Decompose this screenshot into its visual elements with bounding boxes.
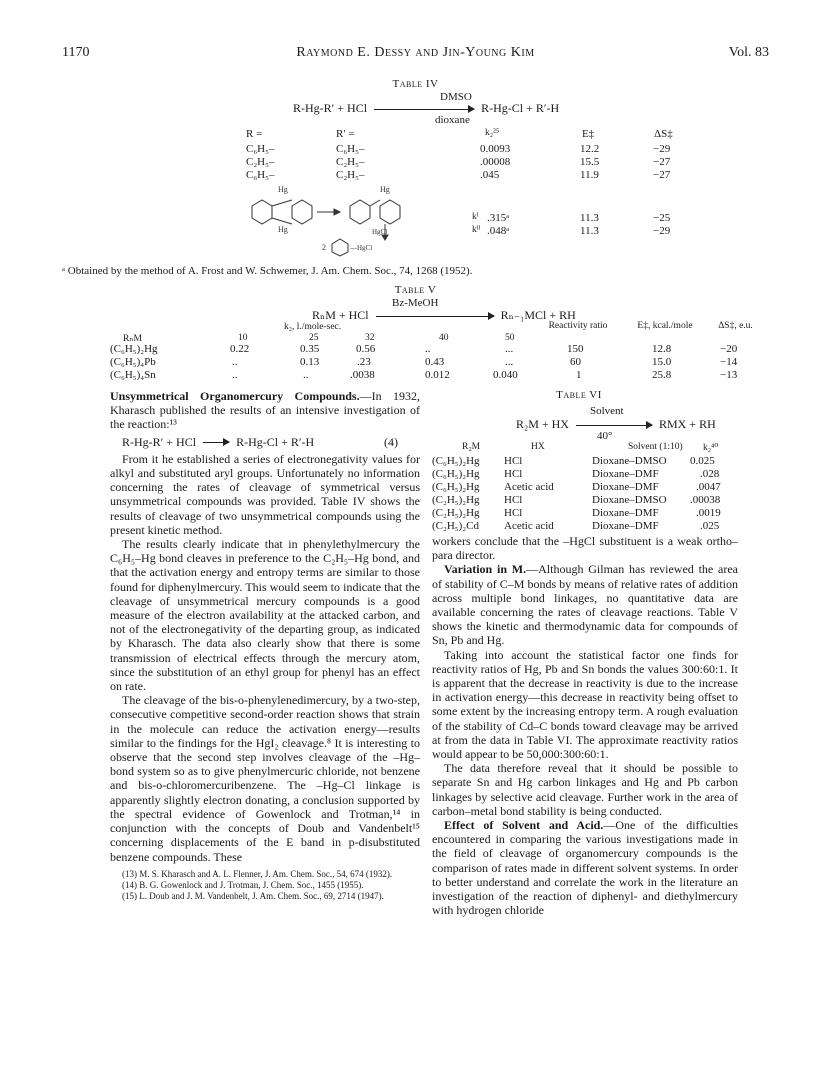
volume-label: Vol. 83	[728, 45, 769, 60]
table-cell: .315ᵃ	[487, 212, 510, 224]
table4-footnote: ᵃ Obtained by the method of A. Frost and W. Schwemer, J. Am. Chem. Soc., 74, 1268 (1952).	[62, 265, 473, 277]
table-cell: 0.35	[300, 343, 320, 355]
paragraph: Taking into account the statistical factor one finds for reactivity ratios of Hg, Pb and Sn bonds the values 300:60:1. It is apparent that the decrease in reactivity is due to the increase in activation energy—this decrease in reactivity being offset to some extent by the increasing entropy term. A rough evaluation of the stability of Cd–C bonds toward cleavage may be arrived at from the data in Table VI. The approximate reactivity ratios would appear to be 50,000:300:60:1.	[432, 647, 738, 762]
table-cell: Dioxane–DMF	[592, 468, 659, 480]
t4-h-r: R =	[246, 128, 263, 140]
table-cell: .00038	[690, 494, 721, 506]
table-cell: ..	[303, 369, 309, 381]
table-cell: −25	[653, 212, 671, 224]
paragraph: From it he established a series of electronegativity values for alkyl and substituted aryl groups. Unfortunately no information concerning the rates of cleavage of symmetrical versus unsymmetrical compounds was provided. Table IV shows the results of cleavage of two unsymmetrical compounds using the present kinetic method.	[110, 451, 420, 537]
t5-h: Reactivity ratio	[548, 321, 608, 331]
table-cell: 0.012	[425, 369, 450, 381]
product-hgcl: —HgCl	[350, 244, 373, 252]
footnote: (14) B. G. Gowenlock and J. Trotman, J. Chem. Soc., 1455 (1955).	[122, 879, 364, 890]
table-cell: (C₂H₅)₂Hg	[432, 507, 480, 519]
t5-h: 40	[439, 333, 449, 343]
table-cell: Dioxane–DMSO	[592, 455, 667, 467]
table-cell: .0019	[696, 507, 721, 519]
paragraph: The results clearly indicate that in phenylethylmercury the C₆H₅–Hg bond cleaves in preference to the C₂H₅–Hg bond, and that the activation energy and entropy terms are similar to those found for diphenylmercury. This would seem to indicate that the cleavage of unsymmetrical mercury compounds is a good measure of the electron availability at the attacked carbon, and not of the electronegativity of the departing group, as indicated by Kharasch. The data also clearly show that there is some transmission of electrical effects through the mercury atom, since the substitution of an ethyl group for phenyl has an effect on rate.	[110, 537, 420, 694]
eq-right: R-Hg-Cl + R′-H	[236, 434, 315, 449]
table-cell: −27	[653, 156, 671, 168]
paragraph: —One of the difficulties encountered in comparing the various investigations made in the field of cleavage of organomercury compounds is the comparison of rates made in different solvent systems. In order to better understand and correlate the work in the literature an investigation of the reaction of diphenyl- and diethylmercury with hydrogen chloride	[432, 818, 738, 918]
table-cell: (C₆H₅)₄Sn	[110, 369, 156, 381]
table-cell: .028	[700, 468, 720, 480]
left-intro: —In 1932, Kharasch published the results of an intensive investigation of the reaction:¹³	[110, 389, 421, 432]
table-cell: 60	[570, 356, 581, 368]
page-number: 1170	[62, 45, 90, 60]
t6-h: HX	[531, 442, 545, 452]
reaction-arrow	[374, 109, 474, 110]
t5-h: RₙM	[123, 334, 142, 344]
table6-under-arrow: 40°	[597, 430, 613, 442]
table-cell: −27	[653, 169, 671, 181]
table-cell: ...	[505, 343, 514, 355]
table-cell: .23	[357, 356, 371, 368]
table-cell: Dioxane–DMF	[592, 520, 659, 532]
table-cell: −20	[720, 343, 738, 355]
t4-h-s: ΔS‡	[654, 128, 673, 140]
table-cell: 1	[576, 369, 582, 381]
table-cell: 11.3	[580, 225, 599, 237]
right-column	[432, 534, 738, 917]
table-cell: Dioxane–DMSO	[592, 494, 667, 506]
table-cell: C₂H₅–	[336, 169, 365, 181]
table5-over-arrow: Bz-MeOH	[392, 297, 439, 309]
table-cell: Dioxane–DMF	[592, 507, 659, 519]
table6-reaction	[516, 417, 716, 432]
table-cell: C₆H₅–	[246, 169, 275, 181]
table-cell: HCl	[504, 494, 523, 506]
running-head: Raymond E. Dessy and Jin-Young Kim	[296, 45, 535, 60]
table-cell: 0.13	[300, 356, 320, 368]
table-cell: Acetic acid	[504, 481, 554, 493]
table-cell: 0.56	[356, 343, 376, 355]
table5-title: Table V	[394, 284, 437, 296]
footnote: (15) L. Doub and J. M. Vandenbelt, J. Am. Chem. Soc., 69, 2714 (1947).	[122, 890, 384, 901]
table-cell: (C₆H₅)₄Pb	[110, 356, 156, 368]
table6-title: Table VI	[556, 389, 602, 401]
table-cell: 0.040	[493, 369, 518, 381]
table-cell: 11.3	[580, 212, 599, 224]
t5-h: ΔS‡, e.u.	[718, 321, 753, 331]
paragraph: The data therefore reveal that it should be possible to separate Sn and Hg carbon linkages and Hg and Pb carbon linkages by selective acid cleavage. Further work in the area of carbon–metal bond stability is being conducted.	[432, 761, 738, 818]
table4-reaction	[293, 101, 559, 116]
table-cell: .048ᵃ	[487, 225, 510, 237]
paragraph: The cleavage of the bis-o-phenylenedimercury, by a two-step, consecutive competitive second-order reaction shows that strain in the molecule can reduce the activation energy—results similar to the findings for the HgI₂ cleavage.⁸ It is interesting to observe that the second step involves cleavage of the –Hg– bond system so as to give phenylmercuric chloride, not benzene and bis-o-chloromercuribenzene. The –Hg–Cl linkage is apparently slightly electron donating, a conclusion supported by the spectral evidence of Gowenlock and Trotman,¹⁴ in conjunction with the concepts of Doub and Vandenbelt¹⁵ concerning displacements of the E band in p-disubstituted benzene compounds. These	[110, 693, 420, 864]
table-cell: −14	[720, 356, 738, 368]
table6	[0, 442, 831, 532]
table4-under-arrow: dioxane	[435, 114, 470, 126]
table-cell: C₆H₅–	[336, 143, 365, 155]
product-coefficient: 2	[322, 243, 326, 252]
t4-h-e: E‡	[582, 128, 595, 140]
hg-label: Hg	[380, 185, 390, 194]
table-cell: ..	[232, 356, 238, 368]
table-cell: C₂H₅–	[246, 156, 275, 168]
t6-h: Solvent (1:10)	[628, 442, 683, 452]
t6-h: R₂M	[462, 442, 481, 452]
table-cell: 11.9	[580, 169, 599, 181]
table-cell: −29	[653, 143, 671, 155]
table-cell: 150	[567, 343, 584, 355]
hg-label: Hg	[278, 225, 288, 234]
table-cell: 0.22	[230, 343, 250, 355]
table6-reaction-right: RMX + RH	[658, 417, 716, 431]
table-cell: HCl	[504, 468, 523, 480]
table-cell: 12.8	[652, 343, 672, 355]
table-cell: (C₂H₅)₂Hg	[432, 494, 480, 506]
table4-reaction-right: R-Hg-Cl + R′-H	[481, 101, 560, 115]
table-cell: Dioxane–DMF	[592, 481, 659, 493]
k2-label: kᴵᴵ	[472, 225, 481, 235]
t5-h: 25	[309, 333, 319, 343]
table-cell: 0.025	[690, 455, 715, 467]
section-heading: Unsymmetrical Organomercury Compounds.	[110, 389, 360, 403]
table-cell: (C₂H₅)₂Cd	[432, 520, 479, 532]
table-cell: (C₆H₅)₂Hg	[432, 468, 480, 480]
table-cell: .00008	[480, 156, 511, 168]
hg-label: Hg	[278, 185, 288, 194]
t5-h: 50	[505, 333, 515, 343]
table-cell: C₂H₅–	[336, 156, 365, 168]
table-cell: −29	[653, 225, 671, 237]
table-cell: HCl	[504, 507, 523, 519]
table-cell: ..	[425, 343, 431, 355]
table-cell: 0.43	[425, 356, 445, 368]
t5-h: 32	[365, 333, 375, 343]
section-heading: Variation in M.	[444, 562, 527, 577]
t4-h-r2: R′ =	[336, 128, 355, 140]
table6-over-arrow: Solvent	[590, 405, 624, 417]
table-cell: ..	[232, 369, 238, 381]
paragraph: workers conclude that the –HgCl substituent is a weak ortho–para director.	[432, 534, 738, 563]
table-cell: −13	[720, 369, 738, 381]
table4-ring-rows	[0, 212, 831, 242]
table-cell: 12.2	[580, 143, 600, 155]
table-cell: (C₆H₅)₂Hg	[110, 343, 158, 355]
table5-reaction	[312, 308, 576, 323]
table-cell: (C₆H₅)₂Hg	[432, 455, 480, 467]
footnote: (13) M. S. Kharasch and A. L. Flenner, J. Am. Chem. Soc., 54, 674 (1932).	[122, 868, 393, 879]
t5-h: 10	[238, 333, 248, 343]
table-cell: .0047	[696, 481, 721, 493]
table4-title: Table IV	[392, 78, 439, 90]
section-heading: Effect of Solvent and Acid.	[444, 818, 604, 833]
eq-number: (4)	[384, 434, 398, 449]
table-cell: C₆H₅–	[246, 143, 275, 155]
table5-reaction-right: Rₙ₋₁MCl + RH	[500, 308, 576, 322]
table-cell: .0038	[350, 369, 375, 381]
table-cell: (C₆H₅)₂Hg	[432, 481, 480, 493]
table4-reaction-left: R-Hg-R′ + HCl	[293, 101, 368, 115]
paragraph: —Although Gilman has reviewed the area of stability of C–M bonds by means of relative rates of addition across multiple bond linkages, no quantitative data are available concerning the rates of cleavage reactions. Table V shows the kinetic and thermodynamic data for compounds of Sn, Pb and Hg.	[432, 562, 739, 648]
t4-h-k: k₂²⁵	[485, 128, 500, 138]
table-cell: 15.5	[580, 156, 600, 168]
table-cell: Acetic acid	[504, 520, 554, 532]
table5-reaction-left: RₙM + HCl	[312, 308, 369, 322]
t5-h: E‡, kcal./mole	[637, 321, 693, 331]
k1-label: kᴵ	[472, 212, 479, 222]
table-cell: ...	[505, 356, 514, 368]
table4-over-arrow: DMSO	[440, 91, 472, 103]
reaction-arrow	[576, 425, 652, 426]
table-cell: 0.0093	[480, 143, 511, 155]
table6-reaction-left: R₂M + HX	[516, 417, 569, 431]
reaction-arrow	[376, 316, 494, 317]
hgcl-label: HgCl	[372, 228, 388, 236]
eq-left: R-Hg-R′ + HCl	[122, 434, 197, 449]
table-cell: .025	[700, 520, 720, 532]
table5-k-label: k₂, l./mole-sec.	[284, 322, 342, 332]
table-cell: .045	[480, 169, 500, 181]
table-cell: HCl	[504, 455, 523, 467]
table-cell: 15.0	[652, 356, 672, 368]
table-cell: 25.8	[652, 369, 672, 381]
footnotes	[110, 869, 420, 902]
t6-h: k₂⁴⁰	[703, 443, 719, 453]
